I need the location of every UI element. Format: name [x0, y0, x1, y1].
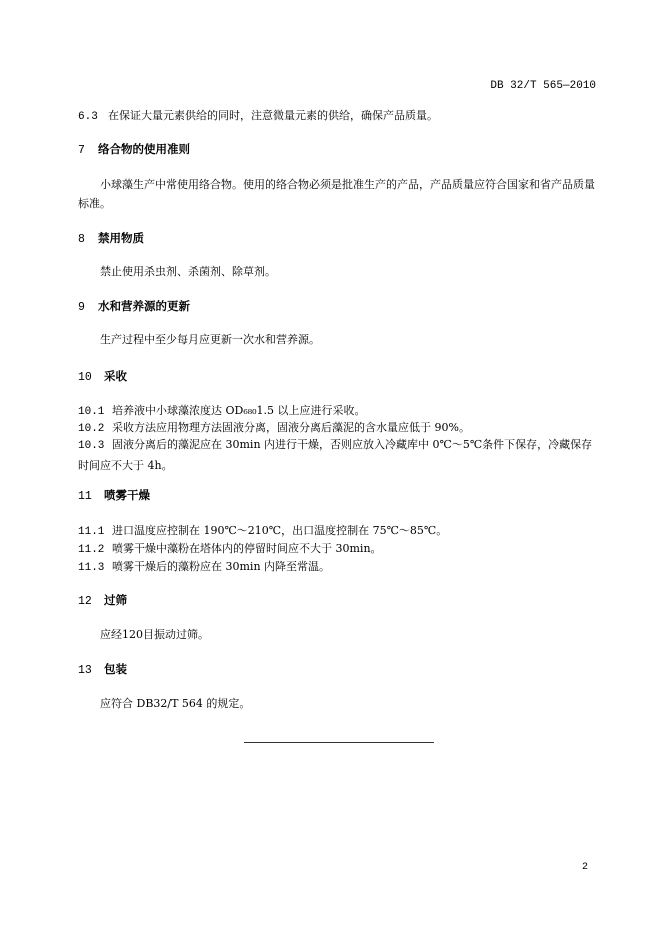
- section-title: 喷雾干燥: [104, 488, 150, 502]
- clause-number: 11.3: [78, 562, 105, 574]
- section-heading-8: [78, 230, 144, 246]
- section-number: 10: [78, 371, 92, 384]
- end-of-document-rule: [244, 742, 434, 743]
- clause-number: 10.3: [78, 440, 105, 452]
- section-heading-7: [78, 141, 190, 157]
- clause-number: 10.2: [78, 423, 105, 435]
- section-13-paragraph: 应符合 DB32/T 564 的规定。: [100, 697, 251, 710]
- clause-text: 在保证大量元素供给的同时，注意微量元素的供给，确保产品质量。: [108, 109, 438, 122]
- section-number: 8: [78, 233, 85, 246]
- section-title: 络合物的使用准则: [98, 142, 190, 156]
- clause-text: 喷雾干燥中藻粉在塔体内的停留时间应不大于 30min。: [112, 542, 382, 555]
- clause-11-3: [78, 557, 598, 578]
- section-number: 11: [78, 490, 92, 503]
- clause-10-3: [78, 435, 598, 475]
- section-7-paragraph: 小球藻生产中常使用络合物。使用的络合物必须是批准生产的产品，产品质量应符合国家和省产品质量标准。: [78, 178, 595, 210]
- page-number: 2: [582, 862, 589, 873]
- section-heading-12: [78, 592, 127, 608]
- section-8-paragraph: 禁止使用杀虫剂、杀菌剂、除草剂。: [100, 265, 276, 278]
- section-number: 13: [78, 664, 92, 677]
- section-heading-10: [78, 368, 127, 384]
- clause-text: 培养液中小球藻浓度达 OD₆₈₀1.5 以上应进行采收。: [112, 404, 366, 417]
- clause-number: 6.3: [78, 111, 98, 123]
- clause-number: 11.1: [78, 526, 105, 538]
- section-9-paragraph: 生产过程中至少每月应更新一次水和营养源。: [100, 333, 320, 346]
- clause-number: 10.1: [78, 406, 105, 418]
- clause-text: 喷雾干燥后的藻粉应在 30min 内降至常温。: [112, 560, 331, 573]
- section-heading-11: [78, 487, 150, 503]
- section-12-paragraph: 应经120目振动过筛。: [100, 628, 209, 641]
- clause-6-3: [78, 106, 598, 127]
- section-heading-9: [78, 298, 190, 314]
- section-number: 9: [78, 301, 85, 314]
- clause-number: 11.2: [78, 544, 105, 556]
- clause-text: 进口温度应控制在 190℃～210℃，出口温度控制在 75℃～85℃。: [112, 524, 448, 537]
- document-code: DB 32/T 565—2010: [490, 80, 596, 92]
- section-number: 7: [78, 144, 85, 157]
- section-title: 水和营养源的更新: [98, 299, 190, 313]
- section-number: 12: [78, 595, 92, 608]
- section-title: 过筛: [104, 593, 127, 607]
- clause-text: 固液分离后的藻泥应在 30min 内进行干燥，否则应放入冷藏库中 0℃～5℃条件下保存，冷藏保存时间应不大于 4h。: [78, 438, 593, 472]
- clause-text: 采收方法应用物理方法固液分离，固液分离后藻泥的含水量应低于 90%。: [112, 421, 470, 434]
- section-title: 采收: [104, 369, 127, 383]
- section-title: 包装: [104, 662, 127, 676]
- section-title: 禁用物质: [98, 231, 144, 245]
- section-heading-13: [78, 661, 127, 677]
